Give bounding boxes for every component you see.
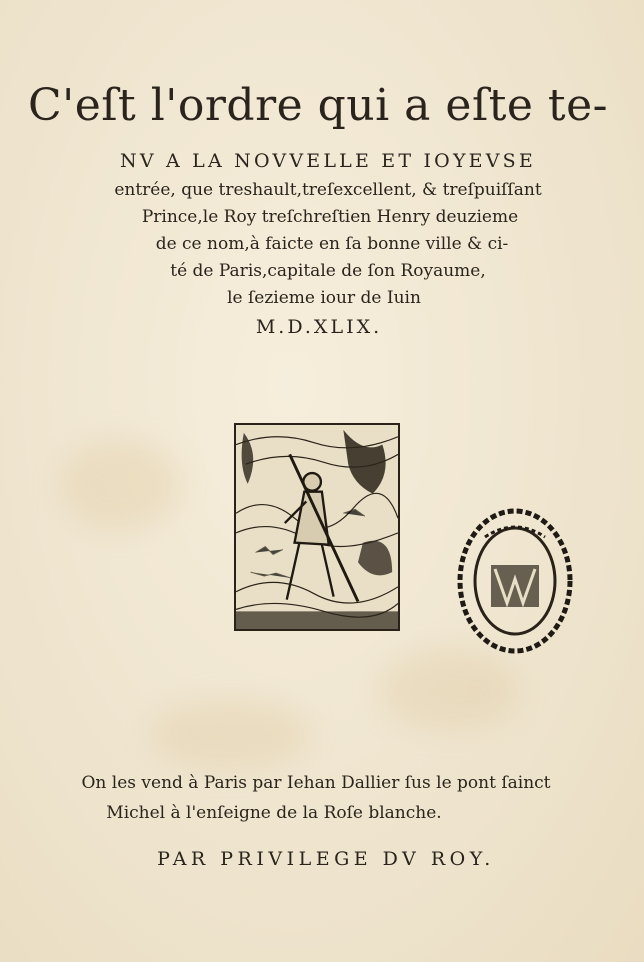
privilege-line: PAR PRIVILEGE DV ROY.: [157, 848, 495, 870]
title-line: le ſezieme iour de Iuin: [227, 288, 421, 308]
paper-stain: [380, 650, 520, 730]
title-date: M.D.XLIX.: [255, 316, 383, 338]
paper-stain: [60, 440, 180, 530]
paper-stain: [150, 700, 310, 770]
title-line: té de Paris,capitale de ſon Royaume,: [170, 261, 486, 281]
library-ownership-stamp-icon: [455, 507, 575, 655]
title-line: entrée, que treshault,treſexcellent, & treſpuiſſant: [114, 180, 542, 200]
imprint-line: On les vend à Paris par Iehan Dallier ſus le pont ſainct: [81, 773, 551, 793]
title-caps-line: NV A LA NOVVELLE ET IOYEVSE: [120, 150, 536, 172]
title-heading-line: C'eſt l'ordre qui a eſte te-: [27, 80, 609, 131]
woodcut-figure-with-staff-icon: [234, 423, 400, 631]
title-line: de ce nom,à faicte en ſa bonne ville & ci-: [155, 234, 509, 254]
title-line: Prince,le Roy treſchreſtien Henry deuzieme: [141, 207, 519, 227]
imprint-line: Michel à l'enſeigne de la Roſe blanche.: [106, 803, 442, 823]
